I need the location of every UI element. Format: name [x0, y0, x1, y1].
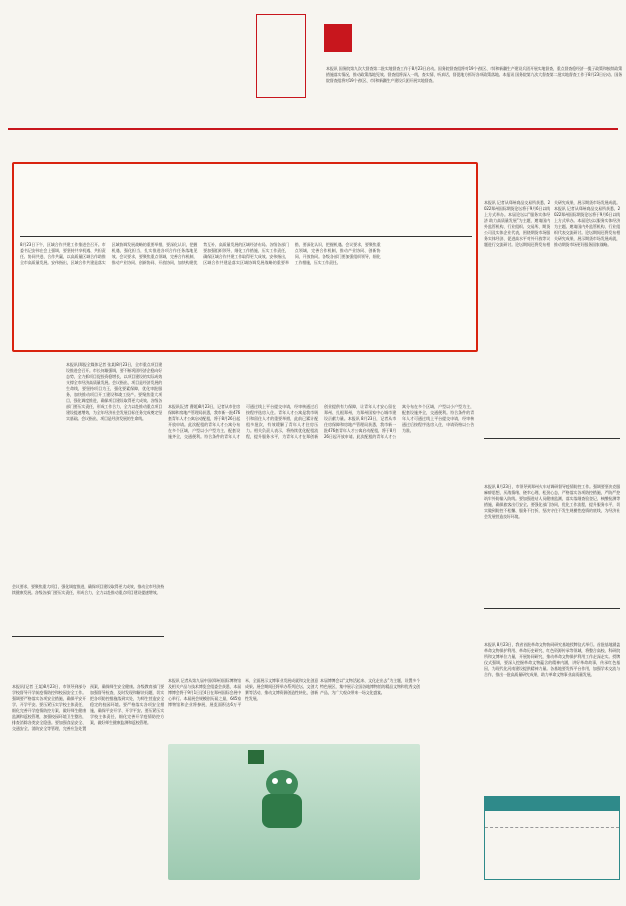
school-story[interactable] — [12, 640, 164, 644]
expo-story[interactable] — [168, 636, 476, 639]
side-bottom-story[interactable] — [484, 614, 620, 616]
side-top-body: 本报讯 记者从郑州商品交易所获悉，2022郑州国际期货论坛将于9月6日以线上方式举办。本届论坛以“服务实体经济 助力高质量发展”为主题，邀请国内外监管机构、行业组织、交易所、期货公司及实体企业代表，围绕期货市场服务实体经济、促进高水平对外开放等议题进行交流研讨。论坛期间还将发布相关研究成果，展示期货市场发展成就。本报讯 记者从郑州商品交易所获悉，2022郑州国际期货论坛将于9月6日以线上方式举办。本届论坛以服务实体经济为主题。邀请国内外监管机构、行业组织代表交流研讨。论坛期间还将发布相关研究成果，展示期货市场发展成就，推动期货市场更好服务国家战略。 — [484, 200, 620, 247]
lead-divider — [20, 236, 472, 237]
school-body: 本报讯(记者 王某)8月23日，市领导到部分学校督导开学前疫情防控和校园安全工作。强调要严格落实各项安全措施，确保平安开学、开学平安。要压紧压实学校主体责任，细化完善开学疫情防控方案，做好师生健康监测和返校管理，加强校园环境卫生整治，排查消除各类安全隐患。要加强食品安全、交通安全、消防安全等管理，完善应急处置预案，确保师生安全健康。各级教育部门要加强督导检查，及时发现和解决问题，切实把各项防控措施落到实处，为师生营造安全稳定的校园环境。要严格落实各项安全措施，确保平安开学、开学平安。要压紧压实学校主体责任，细化完善开学疫情防控方案，做好师生健康监测和返校管理。 — [12, 684, 164, 731]
apartment-story[interactable] — [166, 362, 476, 366]
expo-body-2: 本届博博会以“文物活起来、文化走出去”为主题，设置多个特色展区，集中展示全国各地博物馆的精品文物和优秀文创产品，为广大观众带来一场文化盛宴。 — [320, 678, 420, 695]
side-mid-story[interactable] — [484, 442, 620, 446]
masthead-rule — [8, 128, 618, 130]
masthead-date-box — [256, 14, 306, 98]
apartment-body: 本报讯(记者 曹媛)8月23日，记者从市住房保障和房地产管理局获悉，我市新一批476套青年人才公寓启动配租，将于8月26日起开放申请。此次配租的青年人才公寓分布在多个区域，户型以小户型为主，配套设施齐全，交通便利。符合条件的青年人才可通过线上平台提交申请，经审核通过后按程序选房入住。青年人才公寓是我市吸引和留住人才的重要举措，此前已累计配租多批次，有效缓解了青年人才住房压力。相关负责人表示，将持续优化配租流程，提升服务水平，为青年人才在郑创新创业提供有力保障，让青年人才安心留在郑州、扎根郑州，为郑州国家中心城市建设贡献力量。本报讯 8月23日，记者从市住房保障和房地产管理局获悉，我市新一批476套青年人才公寓启动配租，将于8月26日起开放申请。此次配租的青年人才公寓分布在多个区域，户型以小户型为主，配套设施齐全，交通便利。符合条件的青年人才可通过线上平台提交申请，经审核通过后按程序选房入住，申请资格以公告为准。 — [168, 404, 474, 439]
vertical-story-body-2: 会议要求，要聚焦重大项目，强化调度推进，确保项目建设取得更大成效，推动全市经济持续健康发展。各级各部门要压实责任，形成合力，全力以赴推动重点项目建设提速增效。 — [12, 584, 164, 595]
vertical-story-body: 本报讯(郑报全媒体记者 张某)8月23日，全市重点项目建设推进会召开。市长何雄强调，要不断巩固经济企稳向好态势，全力抓项目促投资稳增长，以项目建设的实际成效支撑全市经济高质量发展。会议指出，项目是经济发展的生命线，要坚持项目为王，强化要素保障，优化审批服务，加快推动项目开工建设和竣工投产。要聚焦重大项目，强化调度推进，确保项目建设取得更大成效。各级各部门要压实责任，形成工作合力，全力以赴推动重点项目建设提速增效，为全年经济社会发展目标任务完成奠定坚实基础。会议指出，项目是经济发展的生命线。 — [66, 362, 162, 421]
tag-icon — [324, 24, 352, 52]
guide-item-2[interactable] — [485, 828, 619, 844]
top-story-body: 本报讯 国务院第九次大督查第二批实地督查工作于8月23日启动。国务院督查组将对19个省(区、市)和新疆生产建设兵团开展实地督查，重点督查稳经济一揽子政策和接续政策措施落实情况，推动政策落地见效。督查组将深入一线，查实情、听真话，督促地方抓好各项政策落地。本报讯 国务院第九次大督查第二批实地督查工作于8月23日启动。国务院督查组将对19个省(区、市)和新疆生产建设兵团开展实地督查。 — [326, 66, 622, 83]
side-bottom-body: 本报讯 8月23日，我省首批革命文物协同研究基地授牌仪式举行。首批基地涵盖革命文物保护利用、革命历史研究、红色资源传承等领域，将整合高校、科研院所和文博单位力量，开展协同研究，推动革命文物保护利用工作走深走实。授牌仪式强调，要深入挖掘革命文物蕴含的精神内涵，讲好革命故事，传承红色基因，为现代化河南建设提供精神力量。各基地要发挥平台作用，加强学术交流与合作，推出一批高质量研究成果，助力革命文物事业高质量发展。 — [484, 642, 620, 677]
side-divider-2 — [484, 608, 620, 609]
school-divider — [12, 636, 164, 637]
masthead-slogan — [12, 112, 19, 123]
lead-body: 8月23日下午，区域合作共建工作推进会召开。市委书记安伟在会上强调，要坚持共享机遇、共担责任、协同共进、合作共赢，以高质量区域合作助推全市高质量发展。安伟指出，区域合作共建是落实区域协调发展战略的重要举措，要深化认识，把握机遇，强化担当，扎实推进各项合作任务落地见效。会议要求，要聚焦重点领域，完善合作机制，推动产业协同、创新协同、开放协同，加快构建优势互补、高质量发展的区域经济布局。各级各部门要加强组织领导，细化工作措施，压实工作责任，确保区域合作共建工作取得更大成效。安伟指出，区域合作共建是落实区域协调发展战略的重要举措，要深化认识，把握机遇。会议要求，要聚焦重点领域，完善合作机制，推动产业协同、创新协同、开放协同。各级各部门要加强组织领导，细化工作措施，压实工作责任。 — [20, 242, 381, 265]
guide-title — [485, 797, 619, 811]
side-mid-body: 本报讯 8月23日，市领导到郑州火车站调研督导疫情防控工作。强调要坚决克服麻痹思想、厌战情绪、侥幸心理、松劲心态，严格落实各项防控措施，严防严控筑牢外防输入防线。要加强进站人员健康监测，落实落细查验登记、核酸检测等措施，确保旅客出行安全。要强化部门协同，优化工作流程，提升服务水平，切实做到防控不松懈、服务不打折，坚决守住不发生规模性疫情的底线，为经济社会发展营造良好环境。 — [484, 484, 620, 519]
side-top-story[interactable] — [484, 170, 620, 172]
lead-story[interactable] — [12, 162, 478, 352]
expo-body: 本报讯 记者从第九届中国(郑州)国际博物馆及相关产品与技术博览会组委会获悉，本届博博会将于9月1日至4日在郑州国际会展中心举行。本届展会规模创历届之最，645家博物馆和企业将参展，展览面积达6万平米，全面展示文博事业发展成就和文化创意成果。展会期间还将举办系列论坛、文创大赛等活动，推动文博资源创造性转化、创新性发展。 — [168, 678, 318, 707]
guide-box — [484, 796, 620, 880]
mascot-icon — [256, 770, 308, 830]
side-divider-1 — [484, 438, 620, 439]
guide-item-1[interactable] — [485, 811, 619, 828]
masthead-logo — [8, 10, 248, 80]
poster-logo-icon — [248, 750, 264, 764]
expo-poster — [168, 744, 420, 880]
